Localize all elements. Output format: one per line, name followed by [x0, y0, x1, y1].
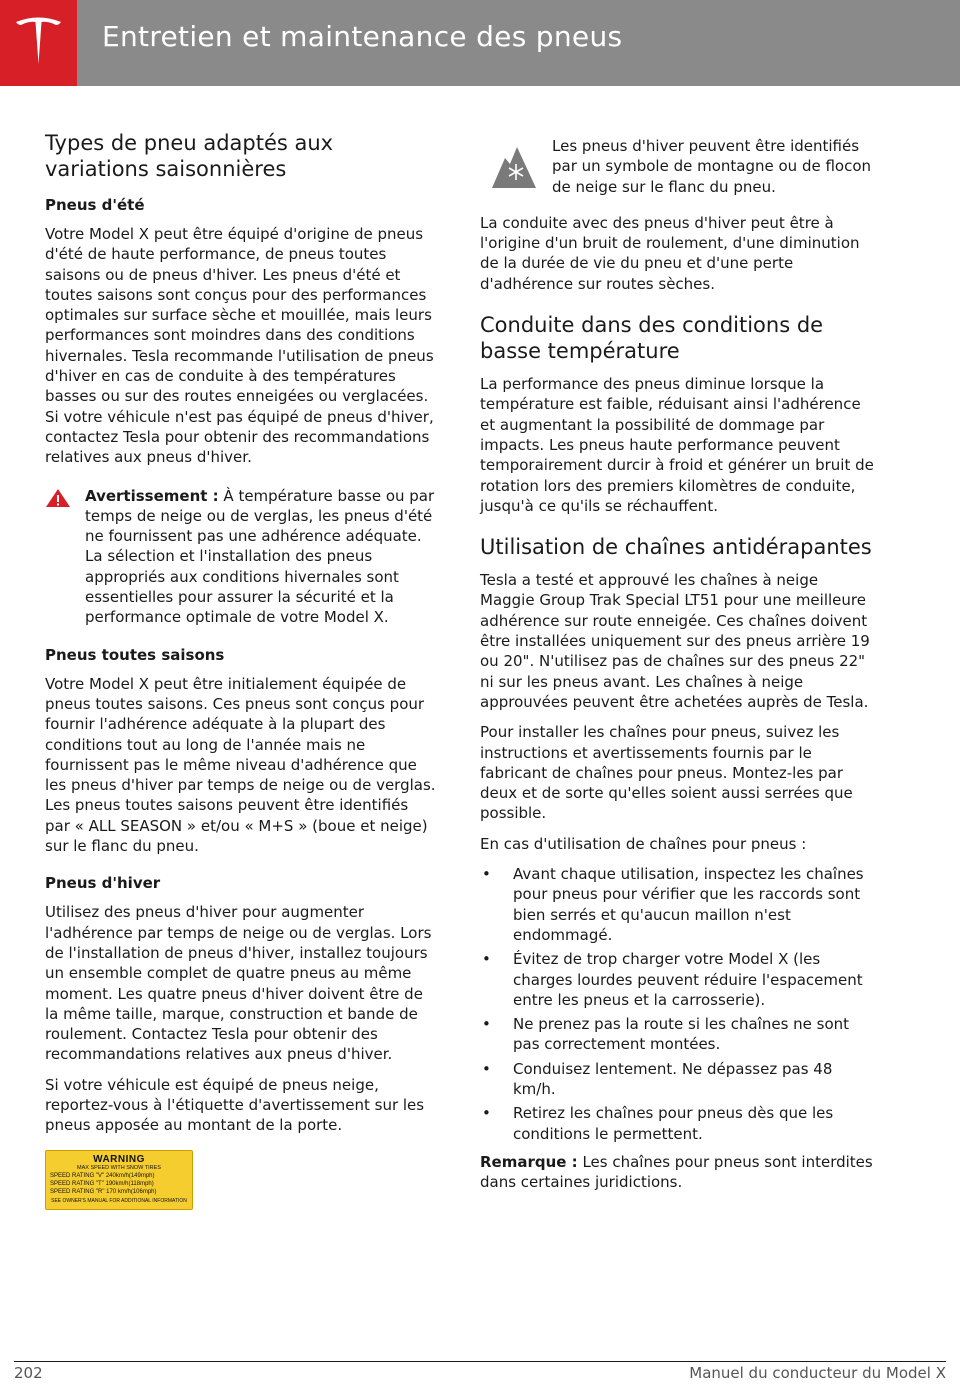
- warning-triangle-icon: [45, 488, 71, 508]
- cold-weather-title: Conduite dans des conditions de basse température: [480, 313, 824, 364]
- label-line: SPEED RATING "V" 240km/h(149mph): [50, 1172, 155, 1179]
- note-text: Les chaînes pour pneus sont interdites dans certaines juridictions.: [480, 1152, 873, 1192]
- bullet-icon: •: [482, 1015, 491, 1034]
- mountain-snowflake-icon: [490, 144, 538, 190]
- list-item: • Évitez de trop charger votre Model X (les charges lourdes peuvent réduire l'espacement entre les pneus et la carrosserie).: [482, 950, 863, 1009]
- page-header: [0, 0, 960, 86]
- bullet-icon: •: [482, 1104, 491, 1123]
- label-subtitle: MAX SPEED WITH SNOW TIRES: [77, 1164, 161, 1171]
- list-item: • Conduisez lentement. Ne dépassez pas 48 km/h.: [482, 1059, 833, 1098]
- snow-chains-text-1: Tesla a testé et approuvé les chaînes à neige Maggie Group Trak Special LT51 pour une meilleure adhérence sur route enneigée. Ces chaînes doivent être installées uniquement sur des pneus arrière 19 ou 20". N'utilisez pas de chaînes sur des pneus 22" ni sur les pneus avant. Les chaînes à neige approuvées peuvent être achetées auprès de Tesla.: [480, 571, 870, 711]
- summer-tires-text: Votre Model X peut être équipé d'origine de pneus d'été de haute performance, de pneus toutes saisons ou de pneus d'hiver. Les pneus d'été et toutes saisons sont conçus pour des performances optimales sur surface sèche et mouillée, mais leurs performances sont moindres dans des conditions hivernales. Tesla recommande l'utilisation de pneus d'hiver en cas de conduite à des températures basses ou sur des routes enneigées ou verglacées. Si votre véhicule n'est pas équipé de pneus d'hiver, contactez Tesla pour obtenir des recommandations relatives aux pneus d'hiver.: [45, 225, 434, 467]
- page-number: 202: [14, 1364, 43, 1382]
- bullet-icon: •: [482, 1059, 491, 1078]
- label-line: SPEED RATING "T" 190km/h(118mph): [50, 1180, 154, 1187]
- snow-chains-text-2: Pour installer les chaînes pour pneus, suivez les instructions et avertissements fournis par le fabricant de chaînes pour pneus. Montez-les par deux et de sorte qu'elles soient aussi serrées que possible.: [480, 723, 853, 823]
- page-title: Entretien et maintenance des pneus: [102, 20, 623, 53]
- note-block: [480, 1152, 875, 1193]
- list-item: • Avant chaque utilisation, inspectez les chaînes pour pneus pour vérifier que les raccords sont bien serrés et qu'aucun maillon n'est endommagé.: [482, 865, 864, 944]
- snow-chains-title: Utilisation de chaînes antidérapantes: [480, 535, 872, 560]
- right-column: [480, 136, 875, 1202]
- winter-tires-text: Utilisez des pneus d'hiver pour augmenter l'adhérence par temps de neige ou de verglas. Lors de l'installation de pneus d'hiver, installez toujours un ensemble complet de quatre pneus au même moment. Les quatre pneus d'hiver doivent être de la même taille, marque, construction et bande de roulement. Contactez Tesla pour obtenir des recommandations relatives aux pneus d'hiver.: [45, 903, 432, 1064]
- snow-chains-text-3: En cas d'utilisation de chaînes pour pneus :: [480, 834, 807, 853]
- all-season-tires-heading: Pneus toutes saisons: [45, 645, 225, 664]
- warning-label: Avertissement :: [85, 486, 219, 505]
- winter-tires-heading: Pneus d'hiver: [45, 874, 161, 893]
- warning-block: [45, 486, 437, 628]
- left-column: [45, 130, 437, 1210]
- winter-driving-text: La conduite avec des pneus d'hiver peut être à l'origine d'un bruit de roulement, d'une diminution de la durée de vie du pneu et d'une perte d'adhérence sur routes sèches.: [480, 213, 860, 293]
- winter-tires-label-text: Si votre véhicule est équipé de pneus neige, reportez-vous à l'étiquette d'avertissement sur les pneus apposée au montant de la porte.: [45, 1075, 425, 1135]
- snow-symbol-note: [480, 136, 875, 197]
- snow-tire-warning-label: [45, 1150, 193, 1210]
- manual-title: Manuel du conducteur du Model X: [689, 1364, 946, 1382]
- all-season-tires-text: Votre Model X peut être initialement équipée de pneus toutes saisons. Ces pneus sont conçus pour fournir l'adhérence adéquate à la plupart des conditions tout au long de l'année mais ne fournissent pas le même niveau d'adhérence que les pneus d'hiver par temps de neige ou de verglas. Les pneus toutes saisons peuvent être identifiés par « ALL SEASON » et/ou « M+S » (boue et neige) sur le flanc du pneu.: [45, 674, 436, 856]
- tesla-logo: [0, 0, 77, 86]
- bullet-icon: •: [482, 950, 491, 969]
- label-title: WARNING: [93, 1153, 145, 1165]
- label-footer: SEE OWNER'S MANUAL FOR ADDITIONAL INFORMATION: [51, 1197, 187, 1204]
- list-item: • Ne prenez pas la route si les chaînes ne sont pas correctement montées.: [482, 1015, 850, 1054]
- list-item: • Retirez les chaînes pour pneus dès que les conditions le permettent.: [482, 1104, 834, 1143]
- warning-text: À température basse ou par temps de neige ou de verglas, les pneus d'été ne fournissent pas une adhérence adéquate. La sélection et l'installation des pneus appropriés aux conditions hivernales sont essentielles pour assurer la sécurité et la performance optimale de votre Model X.: [85, 486, 435, 627]
- label-line: SPEED RATING "R" 170 km/h(106mph): [50, 1188, 157, 1195]
- note-label: Remarque :: [480, 1152, 578, 1171]
- footer-divider: [14, 1361, 946, 1362]
- snow-chains-list: [480, 864, 875, 1144]
- section-title-seasonal-tires: Types de pneu adaptés aux variations saisonnières: [45, 131, 334, 181]
- bullet-icon: •: [482, 865, 491, 884]
- cold-weather-text: La performance des pneus diminue lorsque la température est faible, réduisant ainsi l'adhérence et augmentant la possibilité de dommage par impacts. Les pneus haute performance peuvent temporairement durcir à froid et générer un bruit de rotation lors des premiers kilomètres de conduite, jusqu'à ce qu'ils se réchauffent.: [480, 375, 874, 515]
- summer-tires-heading: Pneus d'été: [45, 196, 145, 214]
- tesla-logo-icon: [14, 14, 63, 70]
- snow-symbol-text: Les pneus d'hiver peuvent être identifiés par un symbole de montagne ou de flocon de neige sur le flanc du pneu.: [552, 137, 872, 196]
